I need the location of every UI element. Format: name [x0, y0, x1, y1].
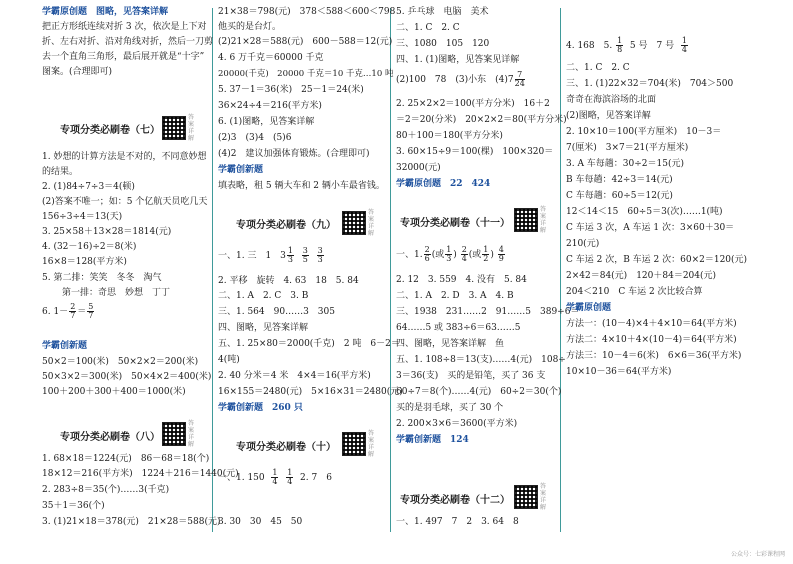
text-line: 四、图略，见答案详解 — [218, 323, 309, 333]
text-line: 2. 200×3×6＝3600(平方米) — [396, 419, 518, 429]
text: (或 — [468, 250, 482, 260]
text-line: 2. 12 3. 559 4. 没有 5. 84 — [396, 275, 527, 285]
text-line: 18×12＝216(平方米) 1224＋216＝1440(元) — [42, 469, 239, 479]
denominator: 5 — [302, 255, 308, 264]
text: 一、1. 三 1 3 — [218, 251, 286, 261]
denominator: 8 — [617, 45, 623, 54]
text-line: 方法一：(10－4)×4＋4×10＝64(平方米) — [566, 319, 737, 329]
text-line: 一、1. 497 7 2 3. 64 8 — [396, 517, 519, 527]
qr-label: 答案详解 — [188, 114, 195, 142]
text-line: 204＜210 C 车运 2 次比较合算 — [566, 287, 703, 297]
qr-code-icon[interactable] — [162, 116, 186, 140]
text-line: 三、1. (1)22×32＝704(米) 704＞500 — [566, 79, 734, 89]
qr-code-icon[interactable] — [514, 208, 538, 232]
denominator: 4 — [461, 254, 467, 263]
text-line: 50×2＝100(米) 50×2×2＝200(米) — [42, 357, 199, 367]
text-line: 16×155＝2480(元) 5×16×31＝2480(元) — [218, 387, 403, 397]
text-line: 三、1080 105 120 — [396, 39, 490, 49]
text-line: 2. 283÷8＝35(个)……3(千克) — [42, 485, 170, 495]
fraction-line — [566, 36, 689, 56]
text-line: 折、左右对折、沿对角线对折，然后一刀剪 — [42, 37, 214, 47]
subheading: 学霸原创题 22 424 — [396, 179, 491, 189]
numerator: 3 — [302, 246, 308, 255]
text-line: 五、1. 108÷8＝13(支)……4(元) 108÷ — [396, 355, 566, 365]
text-line: 3. (1)21×18＝378(元) 21×28＝588(元) — [42, 517, 221, 527]
numerator: 1 — [446, 245, 452, 254]
text-line: 五、1. 25×80＝2000(千克) 2 吨 6－2＝ — [218, 339, 400, 349]
text-line: C 车运 2 次，B 车运 2 次：60×2＝120(元) — [566, 255, 748, 265]
text-line: (2)3 (3)4 (5)6 — [218, 133, 292, 143]
denominator: 3 — [287, 255, 293, 264]
denominator: 24 — [514, 79, 525, 88]
fraction — [482, 246, 489, 263]
subheading: 学霸原创题 — [566, 303, 612, 313]
numerator: 1 — [681, 36, 687, 45]
numerator: 2 — [70, 302, 76, 311]
text-line: 1. 68×18＝1224(元) 86－68＝18(个) — [42, 454, 210, 464]
numerator: 7 — [515, 71, 525, 80]
numerator: 1 — [617, 36, 623, 45]
denominator: 3 — [317, 255, 323, 264]
text-line: 二、1. C 2. C — [566, 63, 630, 73]
section-title: 专项分类必刷卷（十一） — [400, 218, 510, 229]
text-line: 三、1. 564 90……3 305 — [218, 307, 335, 317]
fraction — [302, 247, 309, 264]
qr-label: 答案详解 — [540, 483, 547, 511]
text-line: 方法二：4×10＋4×(10－4)＝64(平方米) — [566, 335, 737, 345]
column-separator — [560, 8, 561, 532]
text-line: 50×3×2＝300(米) 50×4×2＝400(米) — [42, 372, 212, 382]
numerator: 1 — [483, 245, 489, 254]
text-line: 35＋1＝36(个) — [42, 501, 105, 511]
qr-label: 答案详解 — [188, 420, 195, 448]
text-line: 四、图略，见答案详解 鱼 — [396, 339, 505, 349]
text-line: 奇奇在海滨浴场的北面 — [566, 95, 657, 105]
text-line: 2. 平移 旋转 4. 63 18 5. 84 — [218, 276, 359, 286]
text-line: 32000(元) — [396, 163, 441, 173]
text-line: 去一个直角三角形，最后展开就是“十字” — [42, 52, 205, 62]
text: ＝ — [77, 307, 87, 317]
fraction — [317, 247, 324, 264]
denominator: 7 — [70, 311, 76, 320]
text-line: 7(厘米) 3×7＝21(平方厘米) — [566, 143, 689, 153]
text-line: 2. 10×10＝100(平方厘米) 10－3＝ — [566, 127, 722, 137]
text: (2)100 78 (3)小东 (4)7 — [396, 75, 514, 85]
numerator: 1 — [287, 468, 293, 477]
text-line: B 车每趟：42÷3＝14(元) — [566, 175, 673, 185]
text-line: 64……5 或 383÷6＝63……5 — [396, 323, 521, 333]
fraction — [69, 303, 76, 320]
qr-code-icon[interactable] — [342, 432, 366, 456]
denominator: 3 — [446, 254, 452, 263]
text-line: 156÷3÷4＝13(天) — [42, 212, 123, 222]
text-line: 1. 妙想的计算方法是不对的，不同意妙想 — [42, 152, 207, 162]
text: ) — [453, 250, 457, 260]
denominator: 4 — [272, 477, 278, 486]
text-line: 12＜14＜15 60÷5＝3(次)……1(吨) — [566, 207, 723, 217]
numerator: 3 — [317, 246, 323, 255]
fraction-line — [42, 302, 95, 322]
text-line: 4(吨) — [218, 355, 240, 365]
text-line: 2×42＝84(元) 120＋84＝204(元) — [566, 271, 717, 281]
fraction — [87, 303, 94, 320]
text-line: 5. 37－1＝36(米) 25－1＝24(米) — [218, 85, 364, 95]
text-line: 3. 60×15÷9＝100(棵) 100×320＝ — [396, 147, 554, 157]
text-line: 方法三：10－4＝6(米) 6×6＝36(平方米) — [566, 351, 742, 361]
fraction — [461, 246, 468, 263]
text-line: 80＋100＝180(平方分米) — [396, 131, 503, 141]
text-line: 二、1. A 2. C 3. B — [218, 291, 309, 301]
fraction-line — [396, 70, 526, 90]
text-line: 图案。(合理即可) — [42, 67, 113, 77]
denominator: 6 — [424, 254, 430, 263]
fraction — [271, 469, 278, 486]
text-line: 4. 6 万千克＝60000 千克 — [218, 53, 324, 63]
text-line: 21×38＝798(元) 378＜588＜600＜798 — [218, 7, 396, 17]
text-line: 100＋200＋300＋400＝1000(米) — [42, 387, 186, 397]
text-line: 填表略，租 5 辆大车和 2 辆小车最省钱。 — [218, 181, 385, 191]
text-line: 二、1. C 2. C — [396, 23, 460, 33]
text-line: 3. 25×58＋13×28＝1814(元) — [42, 227, 172, 237]
section-title: 专项分类必刷卷（九） — [236, 220, 336, 231]
numerator: 5 — [88, 302, 94, 311]
subheading: 学霸创新题 124 — [396, 435, 469, 445]
text-line: 2. 40 分米＝4 米 4×4＝16(平方米) — [218, 371, 371, 381]
text: 2. 7 6 — [300, 473, 332, 483]
fraction-line — [218, 246, 325, 266]
qr-label: 答案详解 — [368, 430, 375, 458]
text: 一、1. 150 — [218, 473, 265, 483]
text-line: (2)图略，见答案详解 — [566, 111, 651, 121]
subheading: 学霸创新题 260 只 — [218, 403, 303, 413]
column-separator — [390, 8, 391, 532]
text-line: ＝2＝20(分米) 20×2×2＝80(平方分米) — [396, 115, 567, 125]
text-line: 10×10－36＝64(平方米) — [566, 367, 672, 377]
text-line: 3. A 车每趟：30÷2＝15(元) — [566, 159, 685, 169]
text: 6. 1－ — [42, 307, 69, 317]
text: 一、1. — [396, 250, 423, 260]
text-line: 6. (1)图略，见答案详解 — [218, 117, 315, 127]
text: (或 — [431, 250, 445, 260]
text-line: 二、1. A 2. D 3. A 4. B — [396, 291, 514, 301]
qr-code-icon[interactable] — [342, 211, 366, 235]
fraction-line — [218, 468, 332, 488]
fraction-line — [396, 244, 506, 266]
denominator: 2 — [483, 254, 489, 263]
numerator: 1 — [272, 468, 278, 477]
text-line: 第一排：奇思 妙想 丁丁 — [62, 288, 171, 298]
subheading: 学霸创新题 — [42, 341, 88, 351]
numerator: 2 — [424, 245, 430, 254]
fraction — [681, 37, 688, 54]
fraction — [515, 71, 525, 88]
column-separator — [212, 8, 213, 532]
text-line: 四、1. (1)图略，见答案见详解 — [396, 55, 520, 65]
denominator: 4 — [287, 477, 293, 486]
text-line: 买的是羽毛球，买了 30 个 — [396, 403, 504, 413]
fraction — [286, 469, 293, 486]
text: 4. 168 5. — [566, 41, 613, 51]
text-line: 60÷7＝8(个)……4(元) 60÷2＝30(个) — [396, 387, 562, 397]
fraction — [616, 37, 623, 54]
text-line: 的结果。 — [42, 167, 79, 177]
text-line: 2. 25×2×2＝100(平方分米) 16＋2 — [396, 99, 550, 109]
section-title: 专项分类必刷卷（十） — [236, 442, 336, 453]
fraction — [498, 246, 505, 263]
text-line: C 车运 3 次，A 车运 1 次：3×60＋30＝ — [566, 223, 735, 233]
fraction — [287, 247, 294, 264]
numerator: 1 — [287, 246, 293, 255]
denominator: 7 — [88, 311, 94, 320]
qr-code-icon[interactable] — [162, 422, 186, 446]
section-title: 专项分类必刷卷（八） — [60, 432, 160, 443]
text: 5 号 7 号 — [629, 41, 675, 51]
qr-label: 答案详解 — [368, 209, 375, 237]
denominator: 4 — [681, 45, 687, 54]
text-line: 3. 30 30 45 50 — [218, 517, 303, 527]
text-line: 210(元) — [566, 239, 600, 249]
section-title: 专项分类必刷卷（十二） — [400, 495, 510, 506]
denominator: 9 — [498, 254, 504, 263]
qr-code-icon[interactable] — [514, 485, 538, 509]
text-line: (2)21×28＝588(元) 600－588＝12(元) — [218, 37, 393, 47]
text-line: 5. 乒乓球 电脑 美术 — [396, 7, 489, 17]
text-line: 把正方形纸连续对折 3 次，依次是上下对 — [42, 22, 207, 32]
text-line: 3＝36(支) 买的是铅笔，买了 36 支 — [396, 371, 546, 381]
text-line: 2. (1)84÷7÷3＝4(顿) — [42, 182, 135, 192]
text-line: (4)2 建议加强体育锻炼。(合理即可) — [218, 149, 370, 159]
text-line: 5. 第二排：笑笑 冬冬 淘气 — [42, 273, 162, 283]
qr-label: 答案详解 — [540, 206, 547, 234]
text-line: 4. (32－16)÷2＝8(米) — [42, 242, 137, 252]
text-line: 16×8＝128(平方米) — [42, 257, 127, 267]
subheading: 学霸创新题 — [218, 165, 264, 175]
numerator: 2 — [461, 245, 467, 254]
text-line: 36×24÷4＝216(平方米) — [218, 101, 322, 111]
text-line: 三、1938 231……2 91……5 389÷6＝ — [396, 307, 580, 317]
numerator: 4 — [498, 245, 504, 254]
text-line: 20000(千克) 20000 千克＝10 千克…10 吨 — [218, 69, 394, 79]
text: ) — [490, 250, 494, 260]
fraction — [424, 246, 431, 263]
text-line: 学霸原创题 图略，见答案详解 — [42, 7, 169, 17]
footer-watermark: 公众号：七彩课程网 — [730, 551, 785, 558]
fraction — [445, 246, 452, 263]
text-line: C 车每趟：60÷5＝12(元) — [566, 191, 673, 201]
text-line: 他买的是台灯。 — [218, 22, 282, 32]
section-title: 专项分类必刷卷（七） — [60, 125, 160, 136]
text-line: (2)答案不唯一；如：5 个亿航天员吃几天 — [42, 197, 208, 207]
